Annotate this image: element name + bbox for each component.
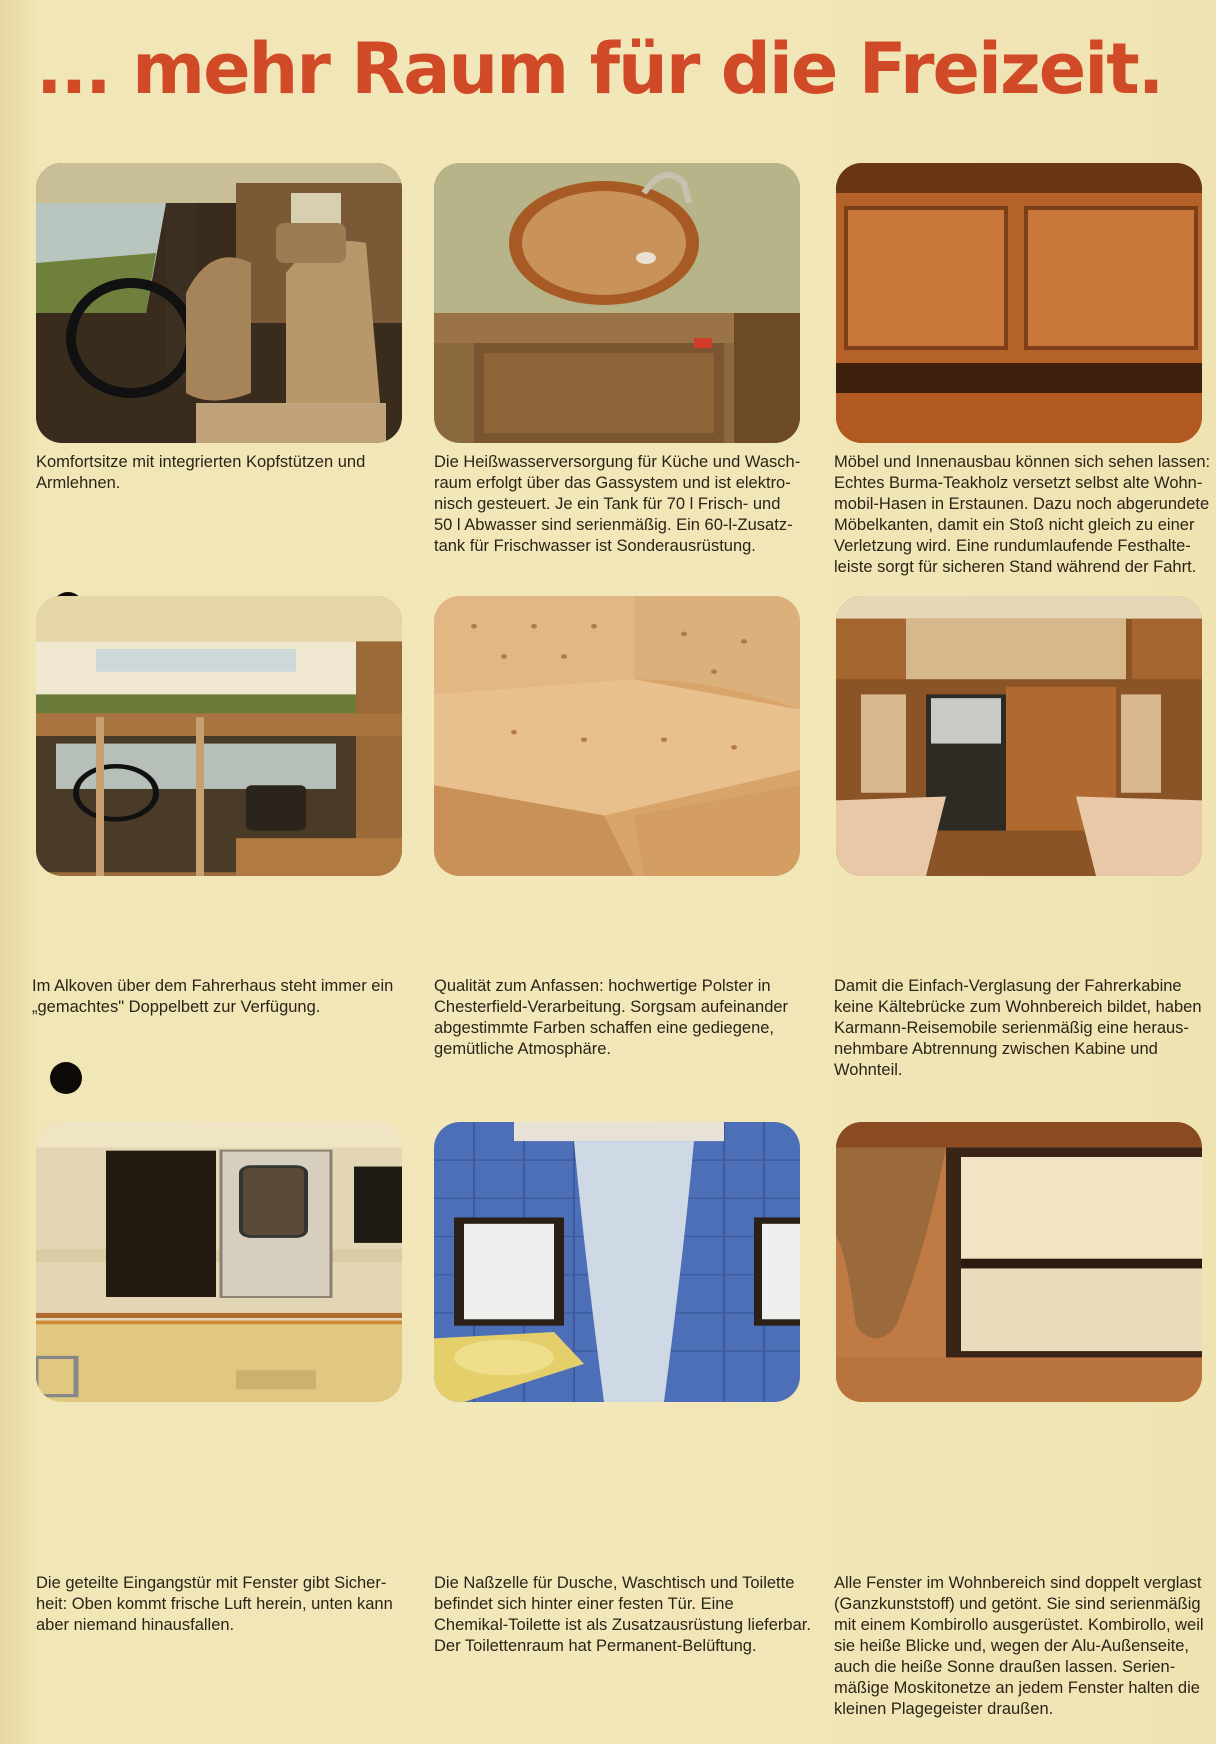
photo-split-door — [36, 1122, 402, 1402]
photo-kitchen-sink — [434, 163, 800, 443]
photo-cab-seats — [36, 163, 402, 443]
punch-hole-bottom — [50, 1062, 82, 1094]
caption-alcove-bed: Im Alkoven über dem Fahrerhaus steht immer ein „gemachtes" Doppelbett zur Verfügung. — [32, 977, 394, 1016]
caption-cab-seats: Komfortsitze mit integrierten Kopfstützen und Armlehnen. — [36, 453, 366, 492]
caption-wet-room: Die Naßzelle für Dusche, Waschtisch und Toilette befindet sich hinter einer festen Tür. Eine Chemikal-Toilette ist als Zusatzausrüstung lieferbar. Der Toilettenraum hat Permanent-Belüftung. — [434, 1574, 811, 1655]
photo-teak-cabinets — [836, 163, 1202, 443]
photo-chesterfield — [434, 596, 800, 876]
headline: ... mehr Raum für die Freizeit. — [36, 28, 1163, 110]
caption-split-door: Die geteilte Eingangstür mit Fenster gibt Sicher- heit: Oben kommt frische Luft herein, unten kann aber niemand hinausfallen. — [36, 1574, 393, 1634]
caption-kitchen-sink: Die Heißwasserversorgung für Küche und Wasch- raum erfolgt über das Gassystem und ist elektro- nisch gesteuert. Je ein Tank für 70 l Frisch- und 50 l Abwasser sind serienmäßig. Ein 60-l-Zusatz- tank für Frischwasser ist Sonderausrüstung. — [434, 453, 801, 555]
photo-cab-partition — [836, 596, 1202, 876]
photo-alcove-bed — [36, 596, 402, 876]
photo-window — [836, 1122, 1202, 1402]
caption-cab-partition: Damit die Einfach-Verglasung der Fahrerkabine keine Kältebrücke zum Wohnbereich bildet, haben Karmann-Reisemobile serienmäßig eine heraus- nehmbare Abtrennung zwischen Kabine und Wohnteil. — [834, 977, 1202, 1079]
caption-window: Alle Fenster im Wohnbereich sind doppelt verglast (Ganzkunststoff) und getönt. Sie sind serienmäßig mit einem Kombirollo ausgerüstet. Kombirollo, weil sie heiße Blicke und, wegen der Alu-Außenseite, auch die heiße Sonne draußen lassen. Serien- mäßige Moskitonetze an jedem Fenster halten die kleinen Plagegeister draußen. — [834, 1574, 1204, 1718]
photo-wet-room — [434, 1122, 800, 1402]
caption-chesterfield: Qualität zum Anfassen: hochwertige Polster in Chesterfield-Verarbeitung. Sorgsam aufeinander abgestimmte Farben schaffen eine gediegene, gemütliche Atmosphäre. — [434, 977, 789, 1058]
caption-teak-cabinets: Möbel und Innenausbau können sich sehen lassen: Echtes Burma-Teakholz versetzt selbst alte Wohn- mobil-Hasen in Erstaunen. Dazu noch abgerundete Möbelkanten, damit ein Stoß nicht gleich zu einer Verletzung wird. Eine rundumlaufende Festhalte- leiste sorgt für sicheren Stand während der Fahrt. — [834, 453, 1211, 576]
